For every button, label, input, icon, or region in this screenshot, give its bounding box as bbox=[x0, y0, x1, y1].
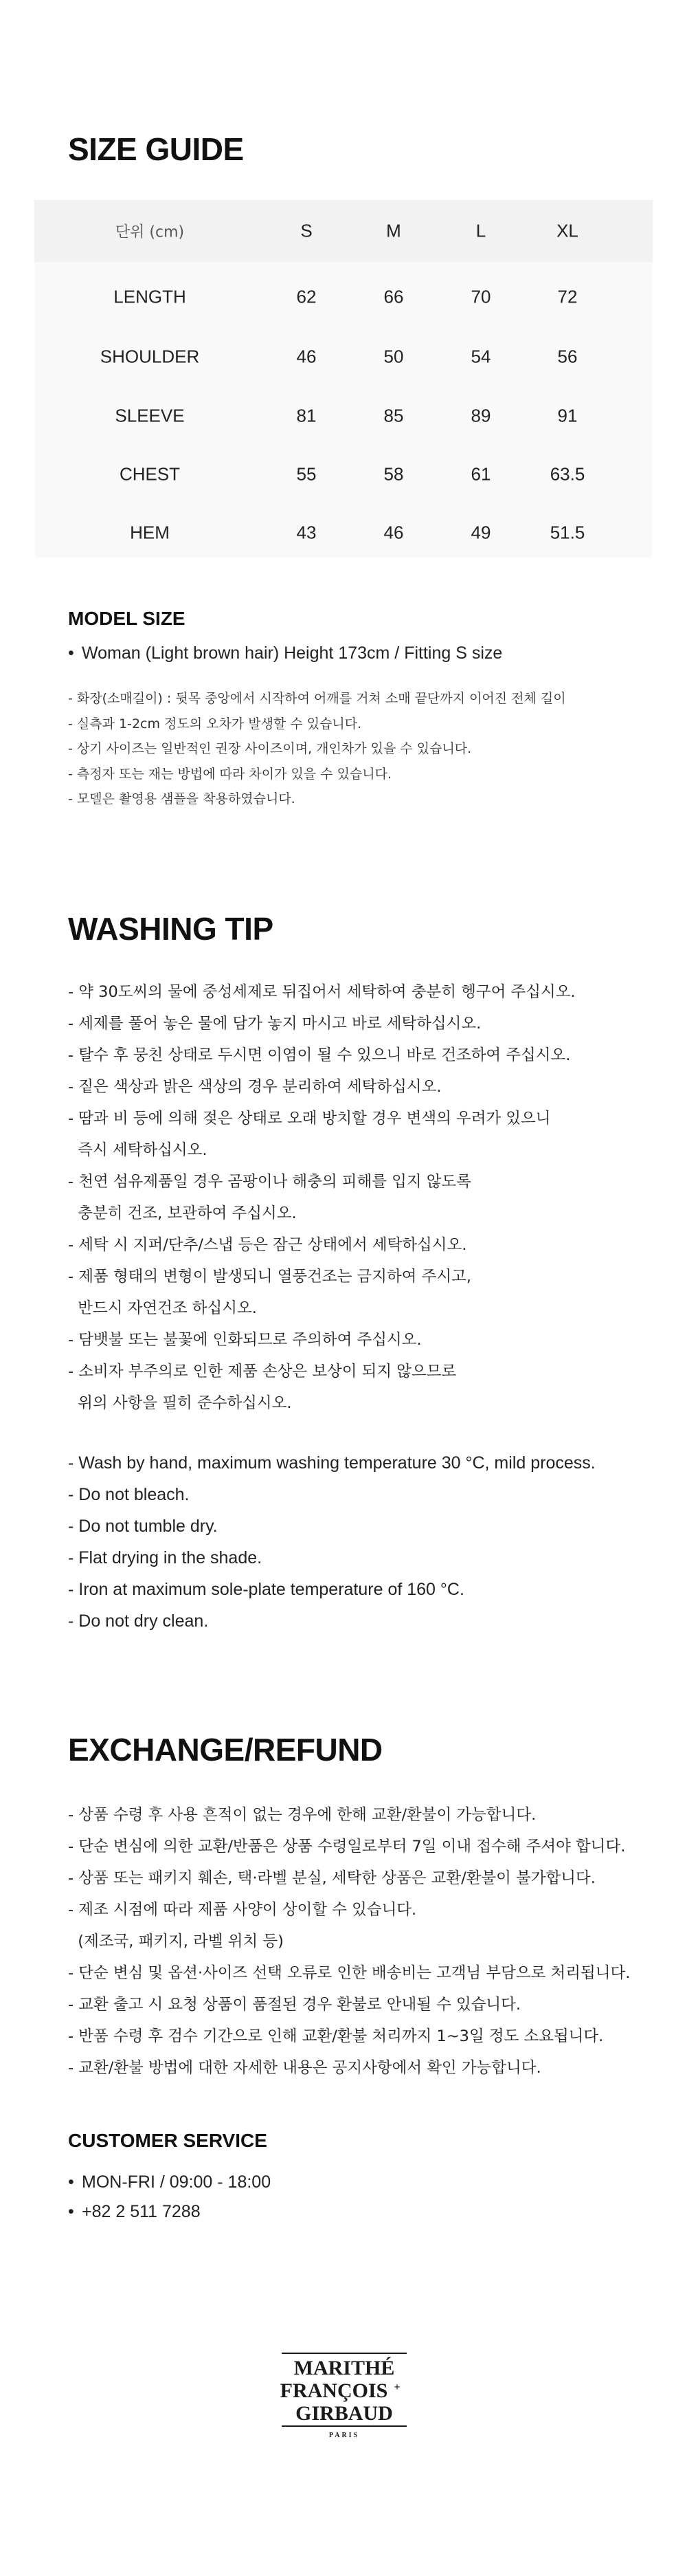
table-cell: 46 bbox=[383, 522, 404, 543]
table-cell: 63.5 bbox=[550, 463, 585, 485]
row-label: LENGTH bbox=[113, 286, 186, 307]
bullet: • bbox=[68, 2202, 74, 2221]
refund-line: - 상품 수령 후 사용 흔적이 없는 경우에 한해 교환/환불이 가능합니다. bbox=[68, 1806, 537, 1824]
table-cell: 54 bbox=[471, 346, 491, 367]
wash-line: - 세제를 풀어 놓은 물에 담가 놓지 마시고 바로 세탁하십시오. bbox=[68, 1015, 482, 1033]
wash-line: - 약 30도씨의 물에 중성세제로 뒤집어서 세탁하여 충분히 헹구어 주십시오. bbox=[68, 983, 576, 1001]
service-hours-text: MON-FRI / 09:00 - 18:00 bbox=[82, 2172, 271, 2192]
service-phone[interactable] bbox=[68, 2197, 271, 2227]
table-cell: 61 bbox=[471, 463, 491, 485]
wash-line: - Do not bleach. bbox=[68, 1485, 190, 1504]
table-cell: 51.5 bbox=[550, 522, 585, 543]
wash-line: - Flat drying in the shade. bbox=[68, 1548, 262, 1567]
service-phone-text: +82 2 511 7288 bbox=[82, 2202, 201, 2221]
wash-line: - Do not dry clean. bbox=[68, 1611, 209, 1631]
refund-line: - 상품 또는 패키지 훼손, 택·라벨 분실, 세탁한 상품은 교환/환불이 불가합니다. bbox=[68, 1869, 596, 1887]
note-line: - 실측과 1-2cm 정도의 오차가 발생할 수 있습니다. bbox=[68, 716, 362, 731]
refund-line: - 교환 출고 시 요청 상품이 품절된 경우 환불로 안내될 수 있습니다. bbox=[68, 1996, 521, 2014]
logo-text-plus: + bbox=[394, 2381, 401, 2393]
column-header: S bbox=[300, 220, 313, 241]
row-label: HEM bbox=[130, 522, 170, 543]
refund-line: - 단순 변심에 의한 교환/반품은 상품 수령일로부터 7일 이내 접수해 주셔야 합니다. bbox=[68, 1838, 626, 1856]
column-header: L bbox=[475, 220, 486, 241]
table-cell: 85 bbox=[383, 405, 404, 426]
wash-line: - 세탁 시 지퍼/단추/스냅 등은 잠근 상태에서 세탁하십시오. bbox=[68, 1236, 467, 1254]
table-cell: 55 bbox=[296, 463, 317, 485]
column-header: XL bbox=[556, 220, 578, 241]
wash-line: 반드시 자연건조 하십시오. bbox=[68, 1299, 257, 1317]
table-cell: 56 bbox=[557, 346, 578, 367]
unit-label: 단위 (cm) bbox=[115, 223, 185, 241]
row-label: SLEEVE bbox=[115, 405, 185, 426]
bullet: • bbox=[68, 643, 74, 663]
table-cell: 89 bbox=[471, 405, 491, 426]
refund-line: (제조국, 패키지, 라벨 위치 등) bbox=[68, 1933, 284, 1950]
wash-line: - Do not tumble dry. bbox=[68, 1517, 218, 1536]
wash-line: - 짙은 색상과 밝은 색상의 경우 분리하여 세탁하십시오. bbox=[68, 1078, 442, 1096]
row-label: CHEST bbox=[119, 463, 181, 485]
exchange-refund-list bbox=[68, 1799, 630, 2084]
table-cell: 91 bbox=[557, 405, 578, 426]
customer-service-list bbox=[68, 2168, 271, 2227]
washing-tip-korean bbox=[68, 976, 576, 1419]
table-cell: 43 bbox=[296, 522, 317, 543]
model-size-title: MODEL SIZE bbox=[68, 608, 185, 629]
exchange-refund-title: EXCHANGE/REFUND bbox=[68, 1732, 383, 1768]
model-size-line bbox=[68, 643, 502, 663]
refund-line: - 교환/환불 방법에 대한 자세한 내용은 공지사항에서 확인 가능합니다. bbox=[68, 2059, 541, 2077]
table-cell: 46 bbox=[296, 346, 317, 367]
table-cell: 72 bbox=[557, 286, 578, 307]
wash-line: 위의 사항을 필히 준수하십시오. bbox=[68, 1394, 292, 1412]
logo-text-line1: MARITHÉ bbox=[293, 2357, 395, 2379]
table-cell: 81 bbox=[296, 405, 317, 426]
wash-line: - 땀과 비 등에 의해 젖은 상태로 오래 방치할 경우 변색의 우려가 있으니 bbox=[68, 1110, 551, 1127]
wash-line: - 제품 형태의 변형이 발생되니 열풍건조는 금지하여 주시고, bbox=[68, 1268, 471, 1286]
table-cell: 70 bbox=[471, 286, 491, 307]
note-line: - 측정자 또는 재는 방법에 따라 차이가 있을 수 있습니다. bbox=[68, 766, 392, 782]
note-line: - 화장(소매길이) : 뒷목 중앙에서 시작하여 어깨를 거쳐 소매 끝단까지 이어진 전체 길이 bbox=[68, 691, 566, 706]
note-line: - 상기 사이즈는 일반적인 권장 사이즈이며, 개인차가 있을 수 있습니다. bbox=[68, 741, 472, 756]
table-cell: 49 bbox=[471, 522, 491, 543]
wash-line: 즉시 세탁하십시오. bbox=[68, 1141, 207, 1159]
wash-line: - 천연 섬유제품일 경우 곰팡이나 해충의 피해를 입지 않도록 bbox=[68, 1173, 471, 1191]
size-table bbox=[34, 200, 653, 558]
model-size-text: Woman (Light brown hair) Height 173cm / Fitting S size bbox=[82, 643, 503, 663]
logo-text-line3: GIRBAUD bbox=[295, 2402, 393, 2425]
customer-service-title: CUSTOMER SERVICE bbox=[68, 2130, 267, 2151]
table-cell: 66 bbox=[383, 286, 404, 307]
size-notes bbox=[68, 686, 566, 812]
table-cell: 50 bbox=[383, 346, 404, 367]
table-cell: 58 bbox=[383, 463, 404, 485]
note-line: - 모델은 촬영용 샘플을 착용하였습니다. bbox=[68, 791, 295, 806]
service-hours bbox=[68, 2168, 271, 2197]
wash-line: - Iron at maximum sole-plate temperature of 160 °C. bbox=[68, 1580, 464, 1599]
washing-tip-title: WASHING TIP bbox=[68, 911, 273, 947]
logo-text-paris: PARIS bbox=[328, 2432, 360, 2439]
washing-tip-english bbox=[68, 1447, 596, 1637]
refund-line: - 반품 수령 후 검수 기간으로 인해 교환/환불 처리까지 1~3일 정도 소요됩니다. bbox=[68, 2027, 604, 2045]
wash-line: - 소비자 부주의로 인한 제품 손상은 보상이 되지 않으므로 bbox=[68, 1363, 457, 1380]
table-cell: 62 bbox=[296, 286, 317, 307]
wash-line: - 탈수 후 뭉친 상태로 두시면 이염이 될 수 있으니 바로 건조하여 주십시오. bbox=[68, 1046, 571, 1064]
wash-line: - 담뱃불 또는 불꽃에 인화되므로 주의하여 주십시오. bbox=[68, 1331, 422, 1349]
size-guide-title: SIZE GUIDE bbox=[68, 131, 244, 167]
logo-text-line2: FRANÇOIS bbox=[280, 2379, 388, 2402]
brand-logo bbox=[280, 2352, 408, 2440]
column-header: M bbox=[386, 220, 401, 241]
refund-line: - 단순 변심 및 옵션·사이즈 선택 오류로 인한 배송비는 고객님 부담으로 처리됩니다. bbox=[68, 1964, 631, 1982]
row-label: SHOULDER bbox=[100, 346, 200, 367]
wash-line: 충분히 건조, 보관하여 주십시오. bbox=[68, 1204, 297, 1222]
bullet: • bbox=[68, 2172, 74, 2192]
refund-line: - 제조 시점에 따라 제품 사양이 상이할 수 있습니다. bbox=[68, 1901, 417, 1919]
wash-line: - Wash by hand, maximum washing temperature 30 °C, mild process. bbox=[68, 1453, 596, 1473]
